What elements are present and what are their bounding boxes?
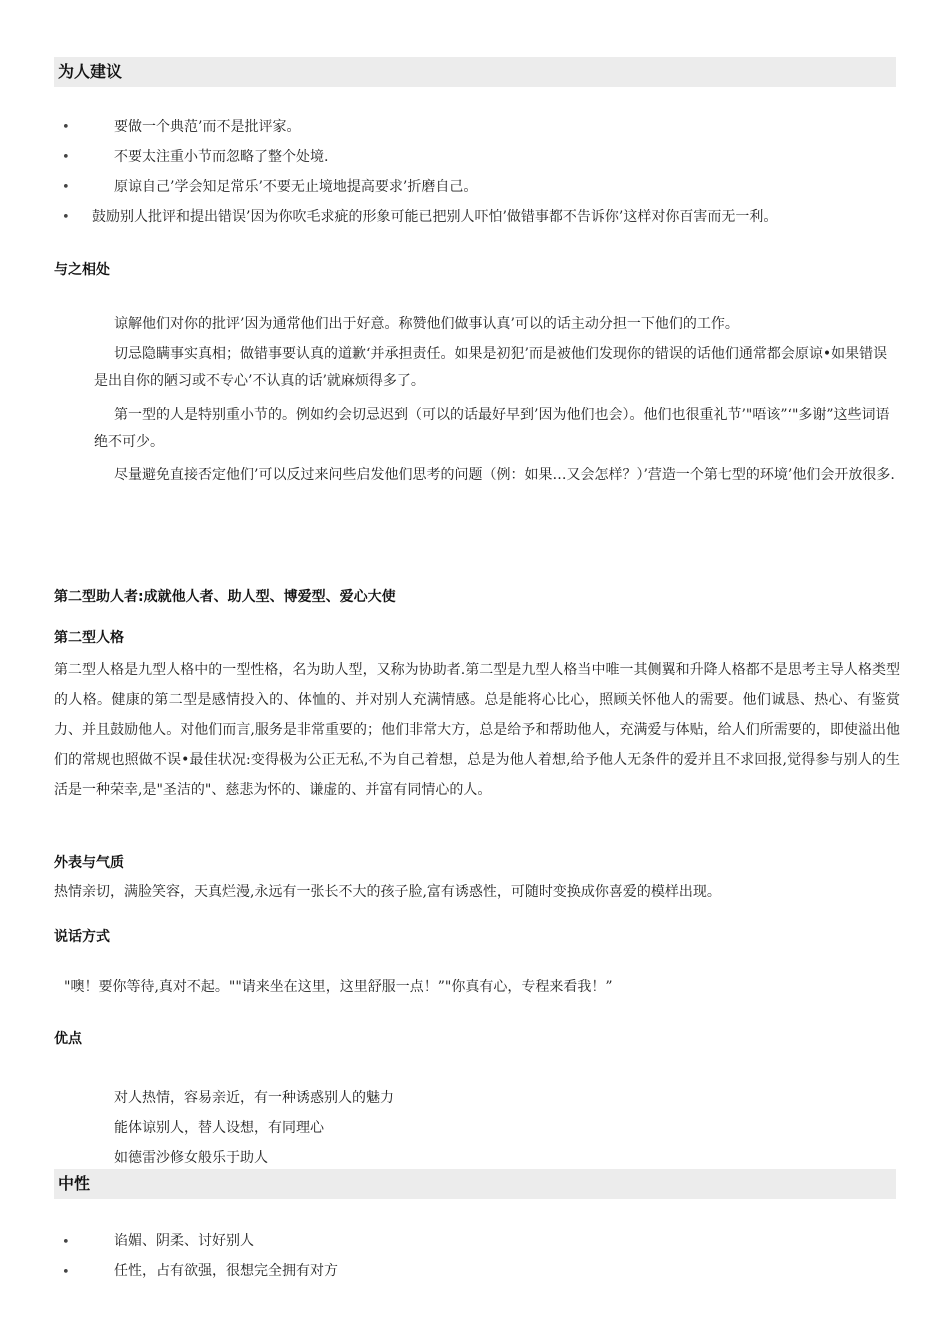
list-item: 如德雷沙修女般乐于助人	[114, 1150, 268, 1166]
bullet-icon: •	[62, 120, 70, 135]
bullet-icon: •	[62, 1265, 70, 1280]
paragraph: 第一型的人是特别重小节的。例如约会切忌迟到（可以的话最好早到’因为他们也会）。他们也很重礼节’"唔该”‘"多谢”这些词语绝不可少。	[94, 407, 890, 450]
section-band-neutral	[54, 1169, 896, 1199]
bullet-icon: •	[62, 150, 70, 165]
type2-title: 第二型助人者:成就他人者、助人型、博爱型、爱心大使	[54, 589, 396, 605]
list-item: 任性，占有欲强，很想完全拥有对方	[114, 1263, 338, 1279]
speech-text: "噢！要你等待,真对不起。""请来坐在这里，这里舒服一点！”"你真有心，专程来看我！”	[64, 979, 613, 995]
paragraph: 切忌隐瞒事实真相；做错事要认真的道歉‘并承担责任。如果是初犯’而是被他们发现你的错误的话他们通常都会原谅•如果错误是出自你的陋习或不专心’不认真的话’就麻烦得多了。	[94, 346, 888, 389]
list-item: 谄媚、阴柔、讨好别人	[114, 1233, 254, 1249]
section-heading-get-along: 与之相处	[54, 262, 110, 278]
paragraph: 尽量避免直接否定他们’可以反过来问些启发他们思考的问题（例：如果…又会怎样？）’营造一个第七型的环境’他们会开放很多.	[114, 467, 895, 483]
paragraph: 谅解他们对你的批评’因为通常他们出于好意。称赞他们做事认真’可以的话主动分担一下他们的工作。	[114, 316, 739, 332]
list-item: 要做一个典范’而不是批评家。	[114, 119, 301, 135]
personality-heading: 第二型人格	[54, 630, 124, 646]
section-title-neutral: 中性	[58, 1174, 91, 1193]
section-title-advice: 为人建议	[58, 62, 123, 81]
bullet-icon: •	[62, 1235, 70, 1250]
list-item: 能体谅别人，替人设想，有同理心	[114, 1120, 324, 1136]
strengths-heading: 优点	[54, 1031, 82, 1047]
bullet-icon: •	[62, 210, 70, 225]
speech-heading: 说话方式	[54, 929, 110, 945]
section-band-advice	[54, 57, 896, 87]
list-item: 鼓励别人批评和提出错误’因为你吹毛求疵的形象可能已把别人吓怕’做错事都不告诉你’这样对你百害而无一利。	[92, 209, 778, 225]
personality-paragraph: 第二型人格是九型人格中的一型性格，名为助人型，又称为协助者.第二型是九型人格当中唯一其侧翼和升降人格都不是思考主导人格类型的人格。健康的第二型是感情投入的、体恤的、并对别人充满情感。总是能将心比心，照顾关怀他人的需要。他们诚恳、热心、有鉴赏力、并且鼓励他人。对他们而言,服务是非常重要的；他们非常大方，总是给予和帮助他人，充满爱与体贴，给人们所需要的，即使溢出他们的常规也照做不误•最佳状况:变得极为公正无私,不为自己着想，总是为他人着想,给予他人无条件的爱并且不求回报,觉得参与别人的生活是一种荣幸,是"圣洁的"、慈悲为怀的、谦虚的、并富有同情心的人。	[54, 662, 900, 798]
list-item: 对人热情，容易亲近，有一种诱惑别人的魅力	[114, 1090, 394, 1106]
appearance-text: 热情亲切，满脸笑容，天真烂漫,永远有一张长不大的孩子脸,富有诱惑性，可随时变换成你喜爱的模样出现。	[54, 884, 721, 900]
list-item: 不要太注重小节而忽略了整个处境.	[114, 149, 329, 165]
bullet-icon: •	[62, 180, 70, 195]
list-item: 原谅自己’学会知足常乐’不要无止境地提高要求’折磨自己。	[114, 179, 478, 195]
appearance-heading: 外表与气质	[54, 855, 124, 871]
